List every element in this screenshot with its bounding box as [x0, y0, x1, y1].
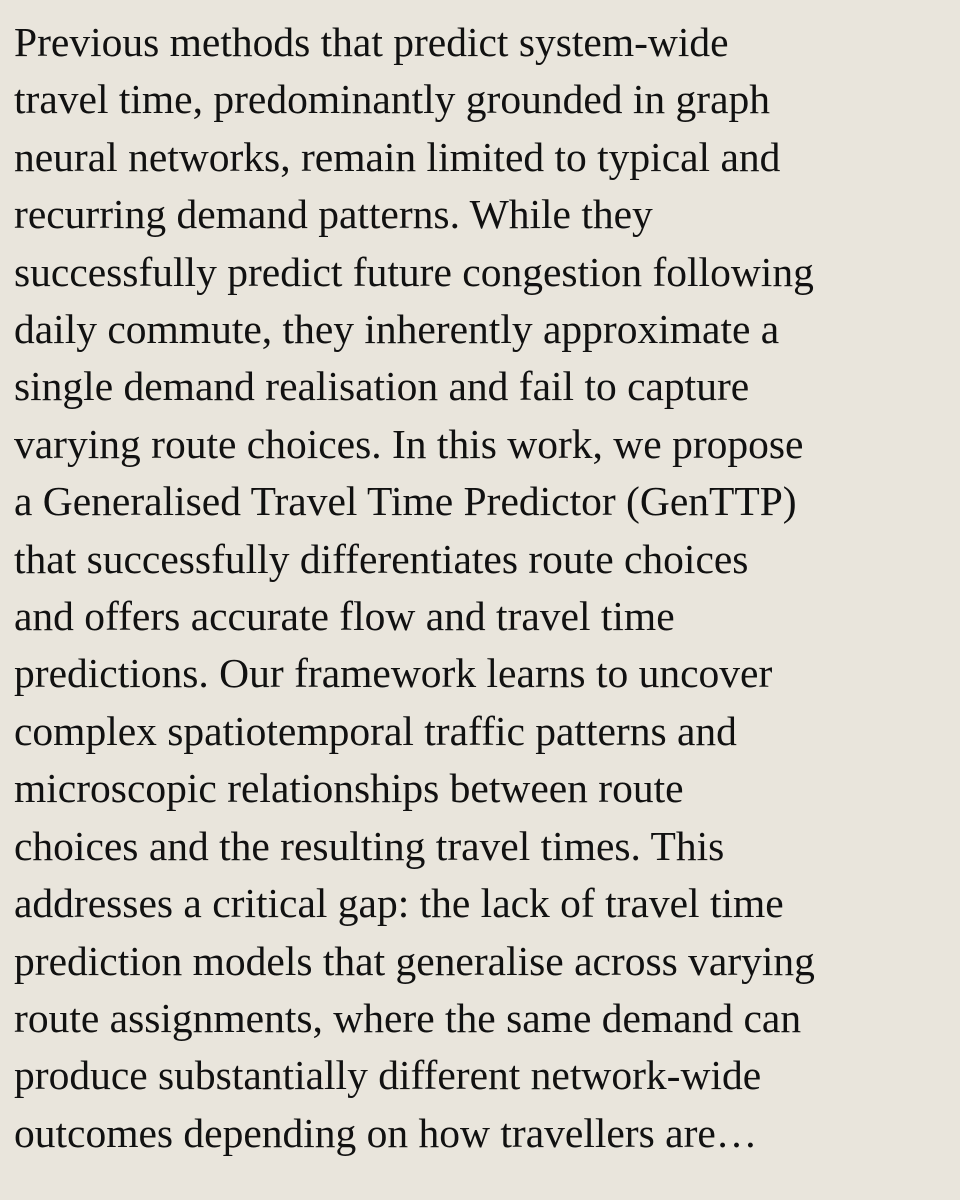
- text-line: microscopic relationships between route: [14, 765, 684, 812]
- text-line: route assignments, where the same demand can: [14, 994, 802, 1041]
- text-line: outcomes depending on how travellers are…: [14, 1109, 758, 1156]
- text-line: a Generalised Travel Time Predictor (GenTTP): [14, 478, 797, 525]
- text-line: travel time, predominantly grounded in graph: [14, 76, 771, 123]
- text-line: neural networks, remain limited to typical and: [14, 133, 781, 180]
- text-line: and offers accurate flow and travel time: [14, 593, 675, 640]
- text-line: Previous methods that predict system-wide: [14, 19, 729, 65]
- text-line: prediction models that generalise across varying: [14, 937, 815, 984]
- abstract-paragraph: [14, 14, 950, 1162]
- text-line: produce substantially different network-wide: [14, 1052, 762, 1099]
- text-line: single demand realisation and fail to capture: [14, 363, 750, 410]
- text-line: that successfully differentiates route choices: [14, 535, 749, 582]
- text-line: addresses a critical gap: the lack of travel time: [14, 880, 784, 927]
- text-line: choices and the resulting travel times. This: [14, 822, 725, 869]
- text-line: daily commute, they inherently approximate a: [14, 306, 780, 353]
- text-line: complex spatiotemporal traffic patterns and: [14, 707, 737, 754]
- text-line: varying route choices. In this work, we propose: [14, 420, 804, 467]
- text-line: predictions. Our framework learns to uncover: [14, 650, 773, 697]
- text-line: successfully predict future congestion following: [14, 248, 814, 295]
- text-line: recurring demand patterns. While they: [14, 191, 653, 238]
